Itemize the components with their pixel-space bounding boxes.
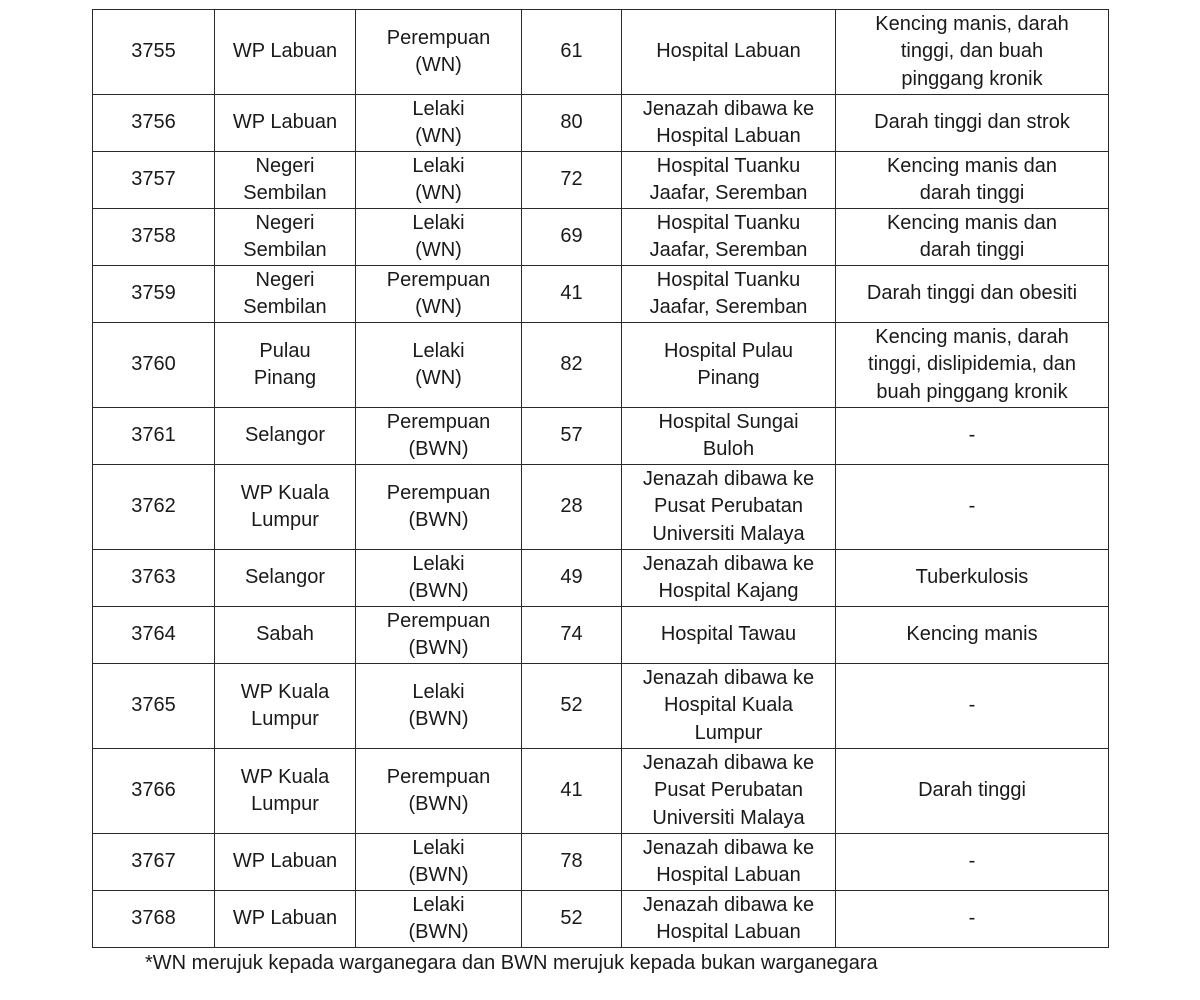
age-cell: 49 — [522, 550, 622, 607]
age-cell: 41 — [522, 749, 622, 834]
condition-cell: Kencing manis dan darah tinggi — [836, 152, 1109, 209]
age-cell: 28 — [522, 465, 622, 550]
case-number-cell: 3766 — [93, 749, 215, 834]
hospital-cell: Hospital Pulau Pinang — [622, 323, 836, 408]
gender-cell: Perempuan (BWN) — [356, 607, 522, 664]
hospital-cell: Hospital Sungai Buloh — [622, 408, 836, 465]
gender-cell: Lelaki (WN) — [356, 323, 522, 408]
age-cell: 52 — [522, 664, 622, 749]
hospital-cell: Jenazah dibawa ke Pusat Perubatan Universiti Malaya — [622, 749, 836, 834]
table-row — [93, 664, 1109, 749]
hospital-cell: Jenazah dibawa ke Hospital Labuan — [622, 834, 836, 891]
state-cell: WP Kuala Lumpur — [215, 664, 356, 749]
state-cell: WP Labuan — [215, 891, 356, 948]
condition-cell: Kencing manis dan darah tinggi — [836, 209, 1109, 266]
condition-cell: - — [836, 664, 1109, 749]
case-number-cell: 3762 — [93, 465, 215, 550]
case-number-cell: 3767 — [93, 834, 215, 891]
gender-cell: Lelaki (WN) — [356, 209, 522, 266]
condition-cell: Darah tinggi dan obesiti — [836, 266, 1109, 323]
state-cell: WP Kuala Lumpur — [215, 749, 356, 834]
state-cell: WP Kuala Lumpur — [215, 465, 356, 550]
gender-cell: Lelaki (BWN) — [356, 891, 522, 948]
condition-cell: Tuberkulosis — [836, 550, 1109, 607]
case-number-cell: 3764 — [93, 607, 215, 664]
table-row — [93, 550, 1109, 607]
case-number-cell: 3755 — [93, 10, 215, 95]
table-row — [93, 834, 1109, 891]
age-cell: 61 — [522, 10, 622, 95]
table-row — [93, 323, 1109, 408]
condition-cell: Darah tinggi — [836, 749, 1109, 834]
age-cell: 69 — [522, 209, 622, 266]
cases-table — [92, 9, 1109, 948]
table-row — [93, 408, 1109, 465]
table-row — [93, 891, 1109, 948]
case-number-cell: 3758 — [93, 209, 215, 266]
hospital-cell: Jenazah dibawa ke Hospital Kajang — [622, 550, 836, 607]
hospital-cell: Jenazah dibawa ke Hospital Labuan — [622, 891, 836, 948]
case-number-cell: 3763 — [93, 550, 215, 607]
table-row — [93, 749, 1109, 834]
age-cell: 82 — [522, 323, 622, 408]
age-cell: 52 — [522, 891, 622, 948]
condition-cell: - — [836, 408, 1109, 465]
state-cell: WP Labuan — [215, 834, 356, 891]
gender-cell: Perempuan (WN) — [356, 10, 522, 95]
condition-cell: - — [836, 465, 1109, 550]
state-cell: Selangor — [215, 408, 356, 465]
gender-cell: Perempuan (BWN) — [356, 408, 522, 465]
age-cell: 41 — [522, 266, 622, 323]
state-cell: Negeri Sembilan — [215, 209, 356, 266]
age-cell: 78 — [522, 834, 622, 891]
hospital-cell: Jenazah dibawa ke Hospital Kuala Lumpur — [622, 664, 836, 749]
hospital-cell: Hospital Tawau — [622, 607, 836, 664]
table-row — [93, 152, 1109, 209]
hospital-cell: Jenazah dibawa ke Hospital Labuan — [622, 95, 836, 152]
state-cell: WP Labuan — [215, 10, 356, 95]
hospital-cell: Hospital Tuanku Jaafar, Seremban — [622, 209, 836, 266]
gender-cell: Lelaki (BWN) — [356, 664, 522, 749]
state-cell: Sabah — [215, 607, 356, 664]
case-number-cell: 3768 — [93, 891, 215, 948]
case-number-cell: 3761 — [93, 408, 215, 465]
footnote: *WN merujuk kepada warganegara dan BWN merujuk kepada bukan warganegara — [145, 952, 878, 974]
age-cell: 57 — [522, 408, 622, 465]
state-cell: Negeri Sembilan — [215, 152, 356, 209]
condition-cell: Kencing manis, darah tinggi, dan buah pinggang kronik — [836, 10, 1109, 95]
gender-cell: Lelaki (WN) — [356, 152, 522, 209]
gender-cell: Perempuan (BWN) — [356, 465, 522, 550]
table-row — [93, 209, 1109, 266]
condition-cell: - — [836, 891, 1109, 948]
hospital-cell: Hospital Tuanku Jaafar, Seremban — [622, 152, 836, 209]
condition-cell: Darah tinggi dan strok — [836, 95, 1109, 152]
age-cell: 74 — [522, 607, 622, 664]
table-row — [93, 95, 1109, 152]
state-cell: Selangor — [215, 550, 356, 607]
table-row — [93, 465, 1109, 550]
age-cell: 72 — [522, 152, 622, 209]
case-number-cell: 3759 — [93, 266, 215, 323]
case-number-cell: 3760 — [93, 323, 215, 408]
table-row — [93, 266, 1109, 323]
gender-cell: Lelaki (BWN) — [356, 550, 522, 607]
condition-cell: Kencing manis — [836, 607, 1109, 664]
case-number-cell: 3756 — [93, 95, 215, 152]
state-cell: WP Labuan — [215, 95, 356, 152]
table-row — [93, 607, 1109, 664]
gender-cell: Perempuan (BWN) — [356, 749, 522, 834]
case-number-cell: 3757 — [93, 152, 215, 209]
state-cell: Pulau Pinang — [215, 323, 356, 408]
state-cell: Negeri Sembilan — [215, 266, 356, 323]
condition-cell: - — [836, 834, 1109, 891]
hospital-cell: Hospital Tuanku Jaafar, Seremban — [622, 266, 836, 323]
table-row — [93, 10, 1109, 95]
condition-cell: Kencing manis, darah tinggi, dislipidemia, dan buah pinggang kronik — [836, 323, 1109, 408]
hospital-cell: Jenazah dibawa ke Pusat Perubatan Universiti Malaya — [622, 465, 836, 550]
case-number-cell: 3765 — [93, 664, 215, 749]
gender-cell: Perempuan (WN) — [356, 266, 522, 323]
age-cell: 80 — [522, 95, 622, 152]
gender-cell: Lelaki (BWN) — [356, 834, 522, 891]
hospital-cell: Hospital Labuan — [622, 10, 836, 95]
gender-cell: Lelaki (WN) — [356, 95, 522, 152]
